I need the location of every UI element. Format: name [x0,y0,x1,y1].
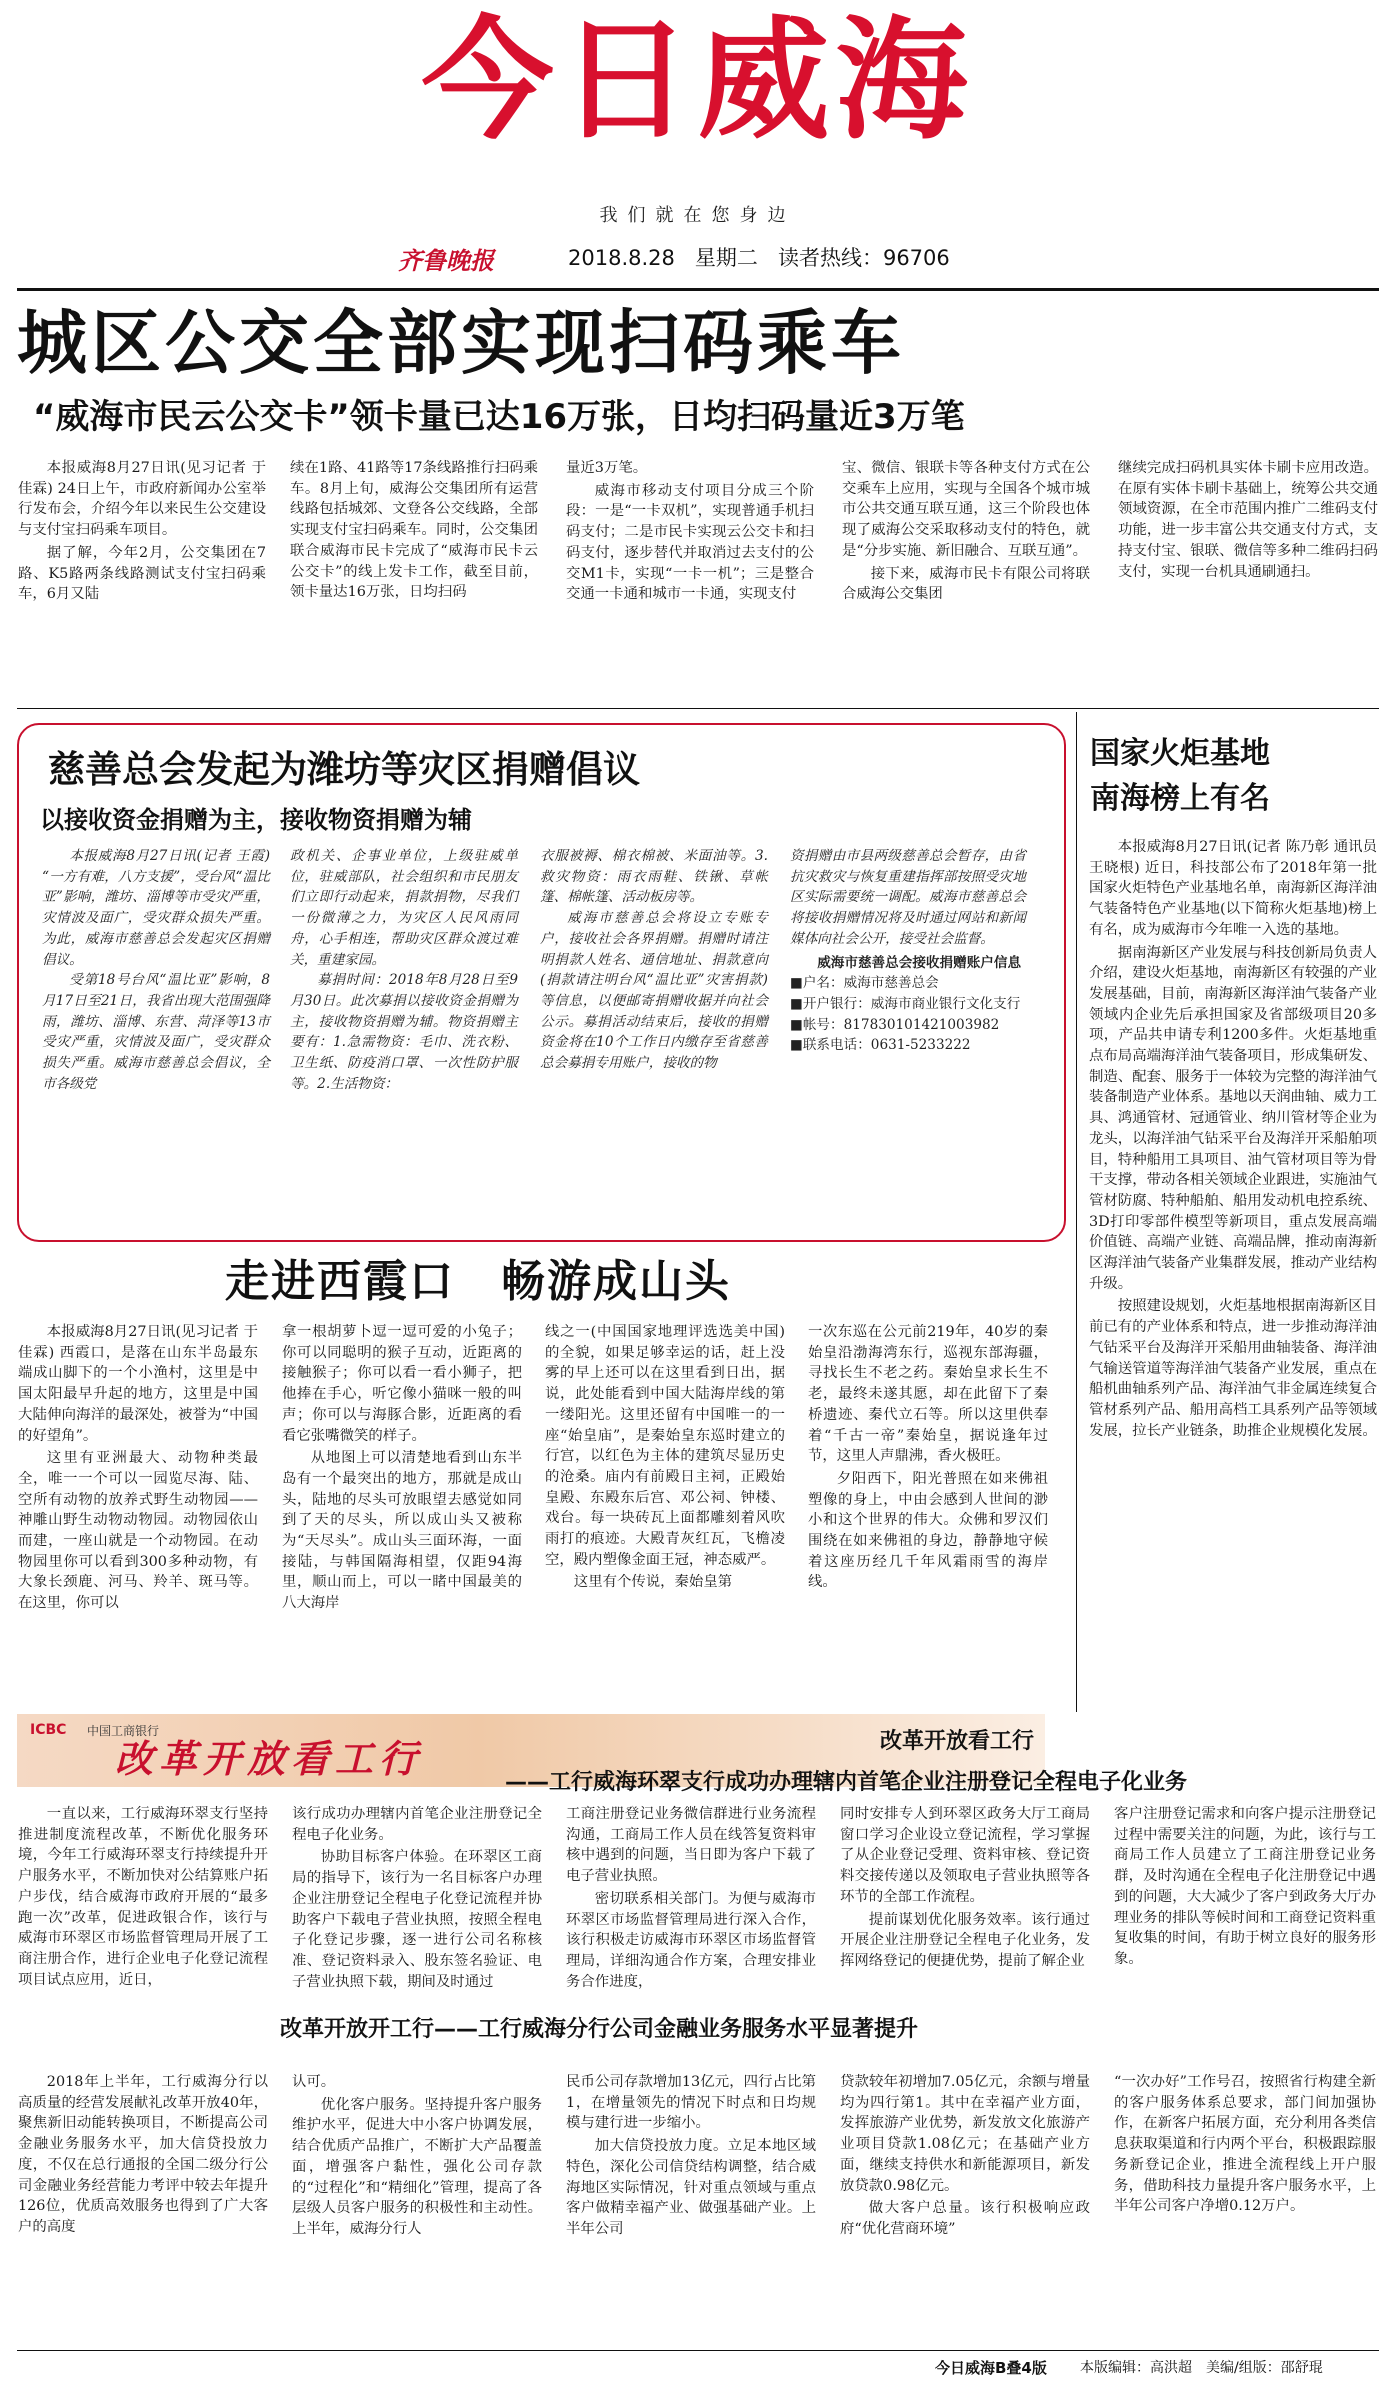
charity-account-line: ■帐号：817830101421003982 [790,1016,1000,1033]
lead-paragraph: 继续完成扫码机具实体卡刷卡应用改造。在原有实体卡刷卡基础上，统筹公共交通领域资源，在全市范围内推广二维码支付功能，进一步丰富公共交通支付方式，支持支付宝、银联、微信等多种二维码扫码支付，实现一台机具通刷通扫。 [1118,460,1378,580]
lead-col-1 [18,458,266,607]
travel-paragraph: 拿一根胡萝卜逗一逗可爱的小兔子；你可以同聪明的猴子互动，近距离的接触猴子；你可以看一看小狮子，把他捧在手心，听它像小猫咪一般的叫声；你可以与海豚合影，近距离的看看它张嘴微笑的样子。 [282,1324,522,1444]
charity-account-line: ■户名：威海市慈善总会 [790,975,939,992]
torch-body [1089,837,1377,1443]
icbc1-paragraph: 密切联系相关部门。为便与威海市环翠区市场监督管理局进行深入合作，该行积极走访威海市环翠区市场监督管理局，详细沟通合作方案，合理安排业务合作进度， [566,1890,816,1990]
travel-col-3 [545,1322,785,1595]
charity-col-3 [540,846,768,1074]
lead-paragraph: 据了解，今年2月，公交集团在7路、K5路两条线路测试支付宝扫码乘车，6月又陆 [18,544,266,603]
travel-paragraph: 夕阳西下，阳光普照在如来佛祖塑像的身上，中由会感到人世间的渺小和这个世界的伟大。众佛和罗汉们围绕在如来佛祖的身边，静静地守候着这座历经几千年风霜雨雪的海岸线。 [808,1470,1048,1591]
icbc1-col-2 [292,1804,542,1994]
charity-account-line: ■联系电话：0631-5233222 [790,1037,971,1054]
icbc1-col-4 [840,1804,1090,1974]
lead-headline: 城区公交全部实现扫码乘车 [17,302,905,384]
icbc1-paragraph: 协助目标客户体验。在环翠区工商局的指导下，该行为一名目标客户办理企业注册登记全程电子化登记流程并协助客户下载电子营业执照，按照全程电子化登记步骤，逐一进行公司名称核准、登记资料录入、股东签名验证、电子营业执照下载，期间及时通过 [292,1849,542,1990]
footer-rule [17,2350,1379,2351]
charity-col-1 [42,846,270,1094]
icbc-banner-text: 改革开放看工行 [115,1736,424,1781]
charity-paragraph: 本报威海8月27日讯(记者 王霞) “一方有难，八方支援”，受台风“温比亚”影响，潍坊、淄博等市受灾严重，灾情波及面广，受灾群众损失严重。为此，威海市慈善总会发起灾区捐赠倡议。 [42,848,270,968]
icbc1-paragraph: 一直以来，工行威海环翠支行坚持推进制度流程改革，不断优化服务环境，今年工行威海环翠支行持续提升开户服务水平，不断加快对公结算账户拓户步伐，结合威海市政府开展的“最多跑一次”改革，促进政银合作，该行与威海市环翠区市场监督管理局开展了工商注册合作，进行企业电子化登记流程项目试点应用，近日， [18,1806,268,1988]
travel-paragraph: 一次东巡在公元前219年，40岁的秦始皇沿渤海湾东行，巡视东部海疆，寻找长生不老之药。秦始皇求长生不老，最终未遂其愿，却在此留下了秦桥遗迹、秦代立石等。所以这里供奉着“千古一帝”秦始皇，据说逢年过节，这里人声鼎沸，香火极旺。 [808,1324,1048,1465]
travel-col-4 [808,1322,1048,1595]
masthead-rule [17,288,1379,291]
masthead-slogan: 我们就在您身边 [599,205,796,226]
icbc1-col-1 [18,1804,268,1992]
charity-account-line: ■开户银行：威海市商业银行文化支行 [790,995,1021,1012]
icbc1-col-3 [566,1804,816,1994]
paper-name-logo: 齐鲁晚报 [398,246,494,275]
charity-paragraph: 政机关、企事业单位，上级驻威单位，驻威部队，社会组织和市民朋友们立即行动起来，捐款捐物，尽我们一份微薄之力，为灾区人民风雨同舟，心手相连，帮助灾区群众渡过难关，重建家园。 [290,848,518,968]
torch-paragraph: 据南海新区产业发展与科技创新局负责人介绍，建设火炬基地，南海新区有较强的产业发展基础，目前，南海新区海洋油气装备产业领域内企业先后承担国家及省部级项目20多项，产品共申请专利1200多件。火炬基地重点布局高端海洋油气装备项目，形成集研发、制造、配套、服务于一体较为完整的海洋油气装备制造产业体系。基地以天润曲轴、威力工具、鸿通管材、冠通管业、纳川管材等企业为龙头，以海洋油气钻采平台及海洋开采船舶项目，特种船用工具项目、油气管材项目等为骨干支撑，带动各相关领域企业跟进，实施油气管材防腐、特种船舶、船用发动机电控系统、3D打印零部件模型等新项目，重点发展高端价值链、高端产业链、高端品牌，推动南海新区海洋油气装备产业集群发展，推动产业结构升级。 [1089,944,1377,1292]
icbc2-paragraph: 加大信贷投放力度。立足本地区域特色，深化公司信贷结构调整，结合威海地区实际情况，针对重点领域与重点客户做精幸福产业、做强基础产业。上半年公司 [566,2138,816,2237]
torch-paragraph: 按照建设规划，火炬基地根据南海新区目前已有的产业体系和特点，进一步推动海洋油气钻采平台及海洋开采船用曲轴装备、海洋油气输送管道等海洋油气装备产业发展，重点在船机曲轴系列产品、海洋油气非金属连续复合管材系列产品、船用高档工具系列产品等领域发展，拉长产业链条，助推企业规模化发展。 [1089,1298,1377,1439]
lead-paragraph: 续在1路、41路等17条线路推行扫码乘车。8月上旬，威海公交集团所有运营线路包括城郊、文登各公交线路，全部实现支付宝扫码乘车。同时，公交集团联合威海市民卡完成了“威海市民卡云公交卡”的线上发卡工作，截至目前，领卡量达16万张，日均扫码 [290,460,538,601]
editors-credit: 本版编辑：高洪超 美编/组版：邵舒琨 [1080,2360,1323,2376]
page-label: 今日威海B叠4版 [935,2359,1047,2377]
icbc2-col-3 [566,2072,816,2242]
torch-headline-line1: 国家火炬基地 [1090,736,1270,771]
charity-col-2 [290,846,518,1094]
icbc2-col-1 [18,2072,268,2240]
icbc1-paragraph: 工商注册登记业务微信群进行业务流程沟通，工商局工作人员在线答复资料审核中遇到的问题，当日即为客户下载了电子营业执照。 [566,1806,816,1885]
icbc2-paragraph: 认可。 [292,2074,336,2090]
lead-paragraph: 威海市移动支付项目分成三个阶段：一是“一卡双机”，实现普通手机扫码支付；二是市民卡实现云公交卡和扫码支付，逐步替代并取消过去支付的公交M1卡，实现“一卡一机”；三是整合交通一卡通和城市一卡通，实现支付 [566,482,814,603]
travel-col-1 [18,1322,258,1616]
icbc2-paragraph: “一次办好”工作号召，按照省行构建全新的客户服务体系总要求，部门间加强协作，在新客户拓展方面，充分利用各类信息获取渠道和行内两个平台，积极跟踪服务新登记企业，推进全流程线上开户服务，借助科技力量提升客户服务水平，上半年公司客户净增0.12万户。 [1114,2074,1376,2215]
icbc2-col-2 [292,2072,542,2242]
torch-paragraph: 本报威海8月27日讯(记者 陈乃彰 通讯员 王晓根) 近日，科技部公布了2018年第一批国家火炬特色产业基地名单，南海新区海洋油气装备特色产业基地(以下简称火炬基地)榜上有名，成为威海市今年唯一入选的基地。 [1089,839,1377,938]
icbc1-subtitle: ——工行威海环翠支行成功办理辖内首笔企业注册登记全程电子化业务 [505,1770,1188,1795]
icbc2-paragraph: 2018年上半年，工行威海分行以高质量的经营发展献礼改革开放40年，聚焦新旧动能转换项目，不断提高公司金融业务服务水平，加大信贷投放力度，不仅在总行通报的全国二级分行公司金融业务经营能力考评中较去年提升126位，优质高效服务也得到了广大客户的高度 [18,2074,268,2235]
travel-paragraph: 本报威海8月27日讯(见习记者 于佳霖) 西霞口，是落在山东半岛最东端成山脚下的一个小渔村，这里是中国太阳最早升起的地方，这里是中国大陆伸向海洋的最深处，被誉为“中国的好望角”。 [18,1324,258,1444]
icbc1-paragraph: 同时安排专人到环翠区政务大厅工商局窗口学习企业设立登记流程，学习掌握了从企业登记受理、资料审核、登记资料交接传递以及领取电子营业执照等各环节的全部工作流程。 [840,1806,1090,1905]
lead-col-3 [566,458,814,607]
icbc2-col-5 [1114,2072,1376,2219]
travel-col-2 [282,1322,522,1616]
icbc2-title: 改革开放开工行——工行威海分行公司金融业务服务水平显著提升 [280,2017,919,2042]
icbc2-col-4 [840,2072,1090,2242]
torch-headline-line2: 南海榜上有名 [1090,781,1270,816]
icbc-logo: ICBC [30,1722,67,1738]
charity-paragraph: 受第18号台风“温比亚”影响，8月17日至21日，我省出现大范围强降雨，潍坊、淄博、东营、菏泽等13市受灾严重，灾情波及面广，受灾群众损失严重。威海市慈善总会倡议，全市各级党 [42,972,270,1092]
charity-subhead: 以接收资金捐赠为主，接收物资捐赠为辅 [40,806,472,834]
lead-col-5 [1118,458,1378,584]
lead-col-4 [842,458,1090,607]
issue-weekday: 星期二 [694,246,758,270]
charity-col-4 [790,846,1026,1056]
charity-paragraph: 衣服被褥、棉衣棉被、米面油等。3.救灾物资：雨衣雨鞋、铁锹、草帐篷、棉帐篷、活动板房等。 [540,848,768,906]
travel-headline: 走进西霞口 畅游成山头 [225,1256,731,1307]
lead-col-2 [290,458,538,605]
issue-date: 2018.8.28 [568,246,675,270]
icbc1-paragraph: 该行成功办理辖内首笔企业注册登记全程电子化业务。 [292,1806,542,1843]
charity-headline: 慈善总会发起为潍坊等灾区捐赠倡议 [48,748,640,791]
lead-paragraph: 宝、微信、银联卡等各种支付方式在公交乘车上应用，实现与全国各个城市城市公共交通互联互通，这三个阶段也体现了威海公交采取移动支付的特色，就是“分步实施、新旧融合、互联互通”。 [842,460,1090,559]
travel-paragraph: 线之一(中国国家地理评选选美中国)的全貌，如果足够幸运的话，赶上没雾的早上还可以在这里看到日出，据说，此处能看到中国大陆海岸线的第一缕阳光。这里还留有中国唯一的一座“始皇庙”，是秦始皇东巡时建立的行宫，以红色为主体的建筑尽显历史的沧桑。庙内有前殿日主祠，正殿始皇殿、东殿东后宫、邓公祠、钟楼、戏台。每一块砖瓦上面都雕刻着风吹雨打的痕迹。大殿青灰红瓦，飞檐凌空，殿内塑像金面王冠，神态威严。 [545,1324,785,1568]
icbc2-paragraph: 民币公司存款增加13亿元，四行占比第1，在增量领先的情况下时点和日均规模与建行进一步缩小。 [566,2074,816,2132]
charity-paragraph: 募捐时间：2018年8月28日至9月30日。此次募捐以接收资金捐赠为主，接收物资捐赠为辅。物资捐赠主要有：1.急需物资：毛巾、洗衣粉、卫生纸、防疫消口罩、一次性防护服等。2.生活物资： [290,972,518,1092]
icbc2-paragraph: 优化客户服务。坚持提升客户服务维护水平，促进大中小客户协调发展，结合优质产品推广，不断扩大产品覆盖面，增强客户黏性，强化公司存款的“过程化”和“精细化”管理，提高了各层级人员客户服务的积极性和主动性。上半年，威海分行人 [292,2096,542,2237]
charity-paragraph: 资捐赠由市县两级慈善总会暂存，由省抗灾救灾与恢复重建指挥部按照受灾地区实际需要统一调配。威海市慈善总会将接收捐赠情况将及时通过网站和新闻媒体向社会公开，接受社会监督。 [790,848,1026,947]
travel-paragraph: 从地图上可以清楚地看到山东半岛有一个最突出的地方，那就是成山头，陆地的尽头可放眼望去感觉如同到了天的尽头，所以成山头又被称为“天尽头”。成山头三面环海，一面接陆，与韩国隔海相望，仅距94海里，顺山而上，可以一睹中国最美的八大海岸 [282,1450,522,1612]
issue-dateline [568,242,950,272]
icbc2-paragraph: 做大客户总量。该行积极响应政府“优化营商环境” [840,2200,1090,2237]
masthead-title: 今日威海 [421,4,974,158]
lead-paragraph: 接下来，威海市民卡有限公司将联合威海公交集团 [842,565,1090,603]
lead-paragraph: 本报威海8月27日讯(见习记者 于佳霖) 24日上午，市政府新闻办公室举行发布会，介绍今年以来民生公交建设与支付宝扫码乘车项目。 [18,460,266,539]
icbc1-paragraph: 客户注册登记需求和向客户提示注册登记过程中需要关注的问题，为此，该行与工商局工作人员建立了工商注册登记业务群，及时沟通在全程电子化注册登记中遇到的问题，大大减少了客户到政务大厅办理业务的排队等候时间和工商登记资料重复收集的时间，有助于树立良好的服务形象。 [1114,1806,1376,1967]
travel-paragraph: 这里有亚洲最大、动物种类最全，唯一一个可以一园览尽海、陆、空所有动物的放养式野生动物园——神雕山野生动物动物园。动物园依山而建，一座山就是一个动物园。在动物园里你可以看到300多种动物，有大象长颈鹿、河马、羚羊、斑马等。在这里，你可以 [18,1450,258,1612]
icbc1-col-5 [1114,1804,1376,1972]
lead-subhead: “威海市民云公交卡”领卡量已达16万张，日均扫码量近3万笔 [33,397,965,437]
section-divider [17,708,1379,709]
icbc-logo-subtitle: 中国工商银行 [87,1724,160,1738]
icbc2-paragraph: 贷款较年初增加7.05亿元，余额与增量均为四行第1。其中在幸福产业方面，发挥旅游产业优势，新发放文化旅游产业项目贷款1.08亿元；在基础产业方面，继续支持供水和新能源项目，新发放贷款0.98亿元。 [840,2074,1090,2194]
lead-paragraph: 量近3万笔。 [566,460,648,476]
reader-hotline: 读者热线：96706 [777,246,950,270]
icbc1-paragraph: 提前谋划优化服务效率。该行通过开展企业注册登记全程电子化业务，发挥网络登记的便捷优势，提前了解企业 [840,1911,1090,1969]
charity-account-title: 威海市慈善总会接收捐赠账户信息 [817,954,1022,971]
travel-paragraph: 这里有个传说，秦始皇第 [573,1574,733,1591]
charity-paragraph: 威海市慈善总会将设立专账专户，接收社会各界捐赠。捐赠时请注明捐款人姓名、通信地址、捐款意向(捐款请注明台风“温比亚”灾害捐款)等信息，以便邮寄捐赠收据并向社会公示。募捐活动结束后，接收的捐赠资金将在10个工作日内缴存至省慈善总会募捐专用账户，接收的物 [540,910,768,1072]
column-rule [1076,712,1077,1712]
icbc1-title: 改革开放看工行 [880,1729,1035,1754]
